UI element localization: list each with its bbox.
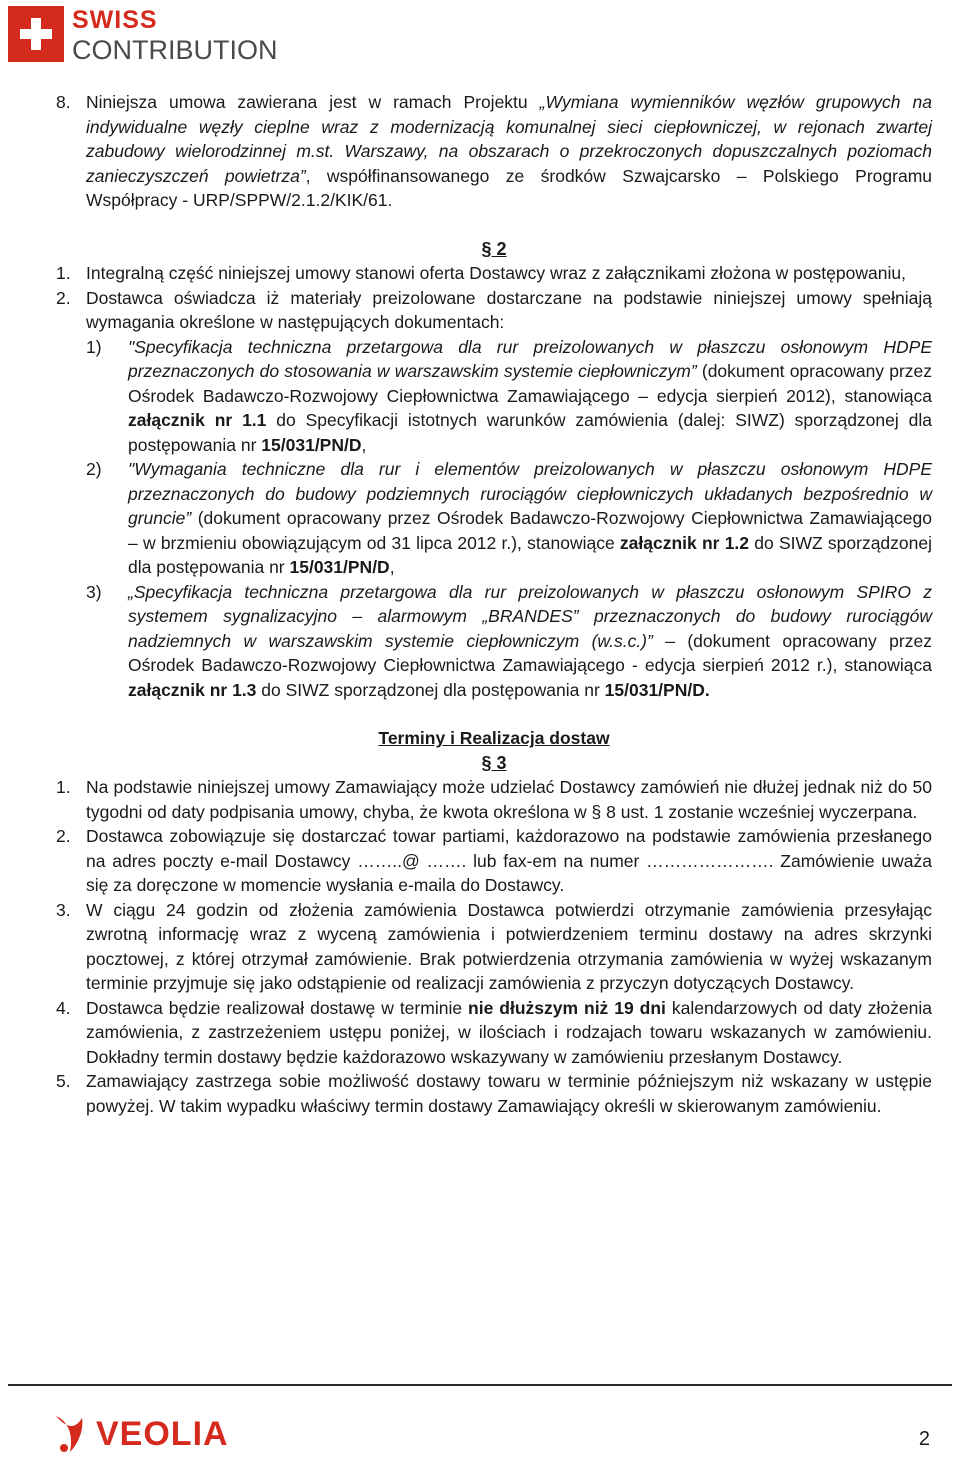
list-item-text: Dostawca oświadcza iż materiały preizolowane dostarczane na podstawie niniejszej umowy spełniają wymagania określone w następujących dokumentach: [86,287,932,332]
section-heading-2: § 2 [481,238,507,259]
document-body [56,90,932,1118]
sub-list-item: 2) "Wymagania techniczne dla rur i elementów preizolowanych w płaszczu osłonowym HDPE przeznaczonych do budowy podziemnych rurociągów ciepłowniczych układanych bezpośrednio w gruncie” (dokument opracowany przez Ośrodek Badawczo-Rozwojowy Ciepłownictwa Zamawiającego – w brzmieniu obowiązującym od 31 lipca 2012 r.), stanowiące załącznik nr 1.2 do SIWZ sporządzonej dla postępowania nr 15/031/PN/D, [86,459,932,577]
list-item: 2. Dostawca oświadcza iż materiały preizolowane dostarczane na podstawie niniejszej umowy spełniają wymagania określone w następujących dokumentach: [56,286,932,335]
item-number: 8. [56,92,71,112]
list-item: 2. Dostawca zobowiązuje się dostarczać towar partiami, każdorazowo na podstawie zamówienia przesłanego na adres poczty e-mail Dostawcy ……..@ ……. lub fax-em na numer …………………. Zamówienie uważa się za doręczone w momencie wysłania e-maila do Dostawcy. [56,824,932,898]
document-title: "Wymagania techniczne dla rur i elementów preizolowanych w płaszczu osłonowym HDPE przeznaczonych do budowy podziemnych rurociągów ciepłowniczych układanych bezpośrednio w gruncie” [128,459,932,528]
list-item-text: W ciągu 24 godzin od złożenia zamówienia Dostawca potwierdzi otrzymanie zamówienia przesyłając zwrotną informację wraz z wyceną zamówienia i potwierdzeniem terminu dostawy na adres skrzynki pocztowej, z której otrzymał zamówienie. Brak potwierdzenia otrzymania zamówienia w wyżej wskazanym terminie przyjmuje się jako odstąpienie od realizacji zamówienia z przyczyn dotyczących Dostawcy. [86,899,932,993]
list-item-text: Zamawiający zastrzega sobie możliwość dostawy towaru w terminie późniejszym niż wskazany w ustępie powyżej. W takim wypadku właściwy termin dostawy Zamawiający określi w skierowanym zamówieniu. [86,1071,932,1116]
document-title: „Specyfikacja techniczna przetargowa dla rur preizolowanych w płaszczu osłonowym SPIRO z systemem sygnalizacyjno – alarmowym „BRANDES” przeznaczonych do budowy rurociągów nadziemnych w warszawskim systemie ciepłowniczym (w.s.c.)” [128,581,932,651]
swiss-cross-icon [8,6,64,62]
list-item: 1. Na podstawie niniejszej umowy Zamawiający może udzielać Dostawcy zamówień nie dłużej jednak niż do 50 tygodni od daty podpisania umowy, chyba, że kwota określona w § 8 ust. 1 zostanie wcześniej wyczerpana. [56,775,932,824]
section-heading-3: § 3 [481,752,507,773]
case-number: 15/031/PN/D [289,557,390,577]
paragraph-text: , współfinansowanego ze środków Szwajcarsko – Polskiego Programu Współpracy - URP/SPPW/2.1.2/KIK/61. [86,165,933,210]
document-title: "Specyfikacja techniczna przetargowa dla rur preizolowanych w płaszczu osłonowym HDPE przeznaczonych do stosowania w warszawskim systemie ciepłowniczym” [128,336,932,381]
logo-line-2: CONTRIBUTION [72,35,278,65]
list-item-text: Integralną część niniejszej umowy stanowi oferta Dostawcy wraz z załącznikami złożona w postępowaniu, [86,263,906,283]
sub-list-item: 3) „Specyfikacja techniczna przetargowa dla rur preizolowanych w płaszczu osłonowym SPIRO z systemem sygnalizacyjno – alarmowym „BRANDES” przeznaczonych do budowy rurociągów nadziemnych w warszawskim systemie ciepłowniczym (w.s.c.)” – (dokument opracowany przez Ośrodek Badawczo-Rozwojowy Ciepłownictwa Zamawiającego - edycja sierpień 2012 r.), stanowiąca załącznik nr 1.3 do SIWZ sporządzonej dla postępowania nr 15/031/PN/D. [86,581,932,700]
case-number: 15/031/PN/D. [604,679,710,700]
list-item-text: Dostawca zobowiązuje się dostarczać towar partiami, każdorazowo na podstawie zamówienia przesłanego na adres poczty e-mail Dostawcy ……..@ ……. lub fax-em na numer …………………. Zamówienie uważa się za doręczone w momencie wysłania e-maila do Dostawcy. [86,826,932,895]
list-item: 1. Integralną część niniejszej umowy stanowi oferta Dostawcy wraz z załącznikami złożona w postępowaniu, [56,261,932,286]
list-item-text: Dostawca będzie realizował dostawę w terminie nie dłuższym niż 19 dni kalendarzowych od daty złożenia zamówienia, z zastrzeżeniem ustępu poniżej, w ilościach i rodzajach towaru wskazanych w zamówieniu. Dokładny termin dostawy będzie każdorazowo wskazywany w zamówieniu przesłanym Dostawcy. [86,997,933,1067]
attachment-ref: załącznik nr 1.3 [128,679,257,700]
veolia-wordmark: VEOLIA [96,1414,229,1453]
sub-list-item: 1) "Specyfikacja techniczna przetargowa dla rur preizolowanych w płaszczu osłonowym HDPE przeznaczonych do stosowania w warszawskim systemie ciepłowniczym” (dokument opracowany przez Ośrodek Badawczo-Rozwojowy Ciepłownictwa Zamawiającego – edycja sierpień 2012), stanowiąca załącznik nr 1.1 do Specyfikacji istotnych warunków zamówienia (dalej: SIWZ) sporządzonej dla postępowania nr 15/031/PN/D, [86,336,932,455]
footer-divider [8,1384,952,1386]
swiss-contribution-logo [8,6,278,64]
list-item: 5. Zamawiający zastrzega sobie możliwość dostawy towaru w terminie późniejszym niż wskazany w ustępie powyżej. W takim wypadku właściwy termin dostawy Zamawiający określi w skierowanym zamówieniu. [56,1069,932,1118]
attachment-ref: załącznik nr 1.1 [128,410,267,430]
section-title: Terminy i Realizacja dostaw [378,728,610,748]
case-number: 15/031/PN/D [261,434,362,455]
veolia-logo [52,1414,229,1454]
delivery-deadline: nie dłuższym niż 19 dni [468,997,666,1018]
list-item-text: Na podstawie niniejszej umowy Zamawiający może udzielać Dostawcy zamówień nie dłużej jednak niż do 50 tygodni od daty podpisania umowy, chyba, że kwota określona w § 8 ust. 1 zostanie wcześniej wyczerpana. [86,777,932,822]
attachment-ref: załącznik nr 1.2 [619,532,750,553]
project-title: „Wymiana wymienników węzłów grupowych na indywidualne węzły cieplne wraz z modernizacją komunalnej sieci ciepłowniczej, w rejonach zwartej zabudowy wielorodzinnej m.st. Warszawy, na obszarach o przekroczonych dopuszczalnych poziomach zanieczyszczeń powietrza” [86,92,932,186]
veolia-swoosh-icon [52,1414,88,1454]
page-number: 2 [918,1428,930,1450]
paragraph-text: Niniejsza umowa zawierana jest w ramach Projektu [86,92,540,112]
logo-line-1: SWISS [72,6,158,34]
list-item: 3. W ciągu 24 godzin od złożenia zamówienia Dostawca potwierdzi otrzymanie zamówienia przesyłając zwrotną informację wraz z wyceną zamówienia i potwierdzeniem terminu dostawy na adres skrzynki pocztowej, z której otrzymał zamówienie. Brak potwierdzenia otrzymania zamówienia w wyżej wskazanym terminie przyjmuje się jako odstąpienie od realizacji zamówienia z przyczyn dotyczących Dostawcy. [56,898,932,996]
list-item: 4. Dostawca będzie realizował dostawę w terminie nie dłuższym niż 19 dni kalendarzowych od daty złożenia zamówienia, z zastrzeżeniem ustępu poniżej, w ilościach i rodzajach towaru wskazanych w zamówieniu. Dokładny termin dostawy będzie każdorazowo wskazywany w zamówieniu przesłanym Dostawcy. [56,996,932,1070]
paragraph-8 [56,90,932,213]
